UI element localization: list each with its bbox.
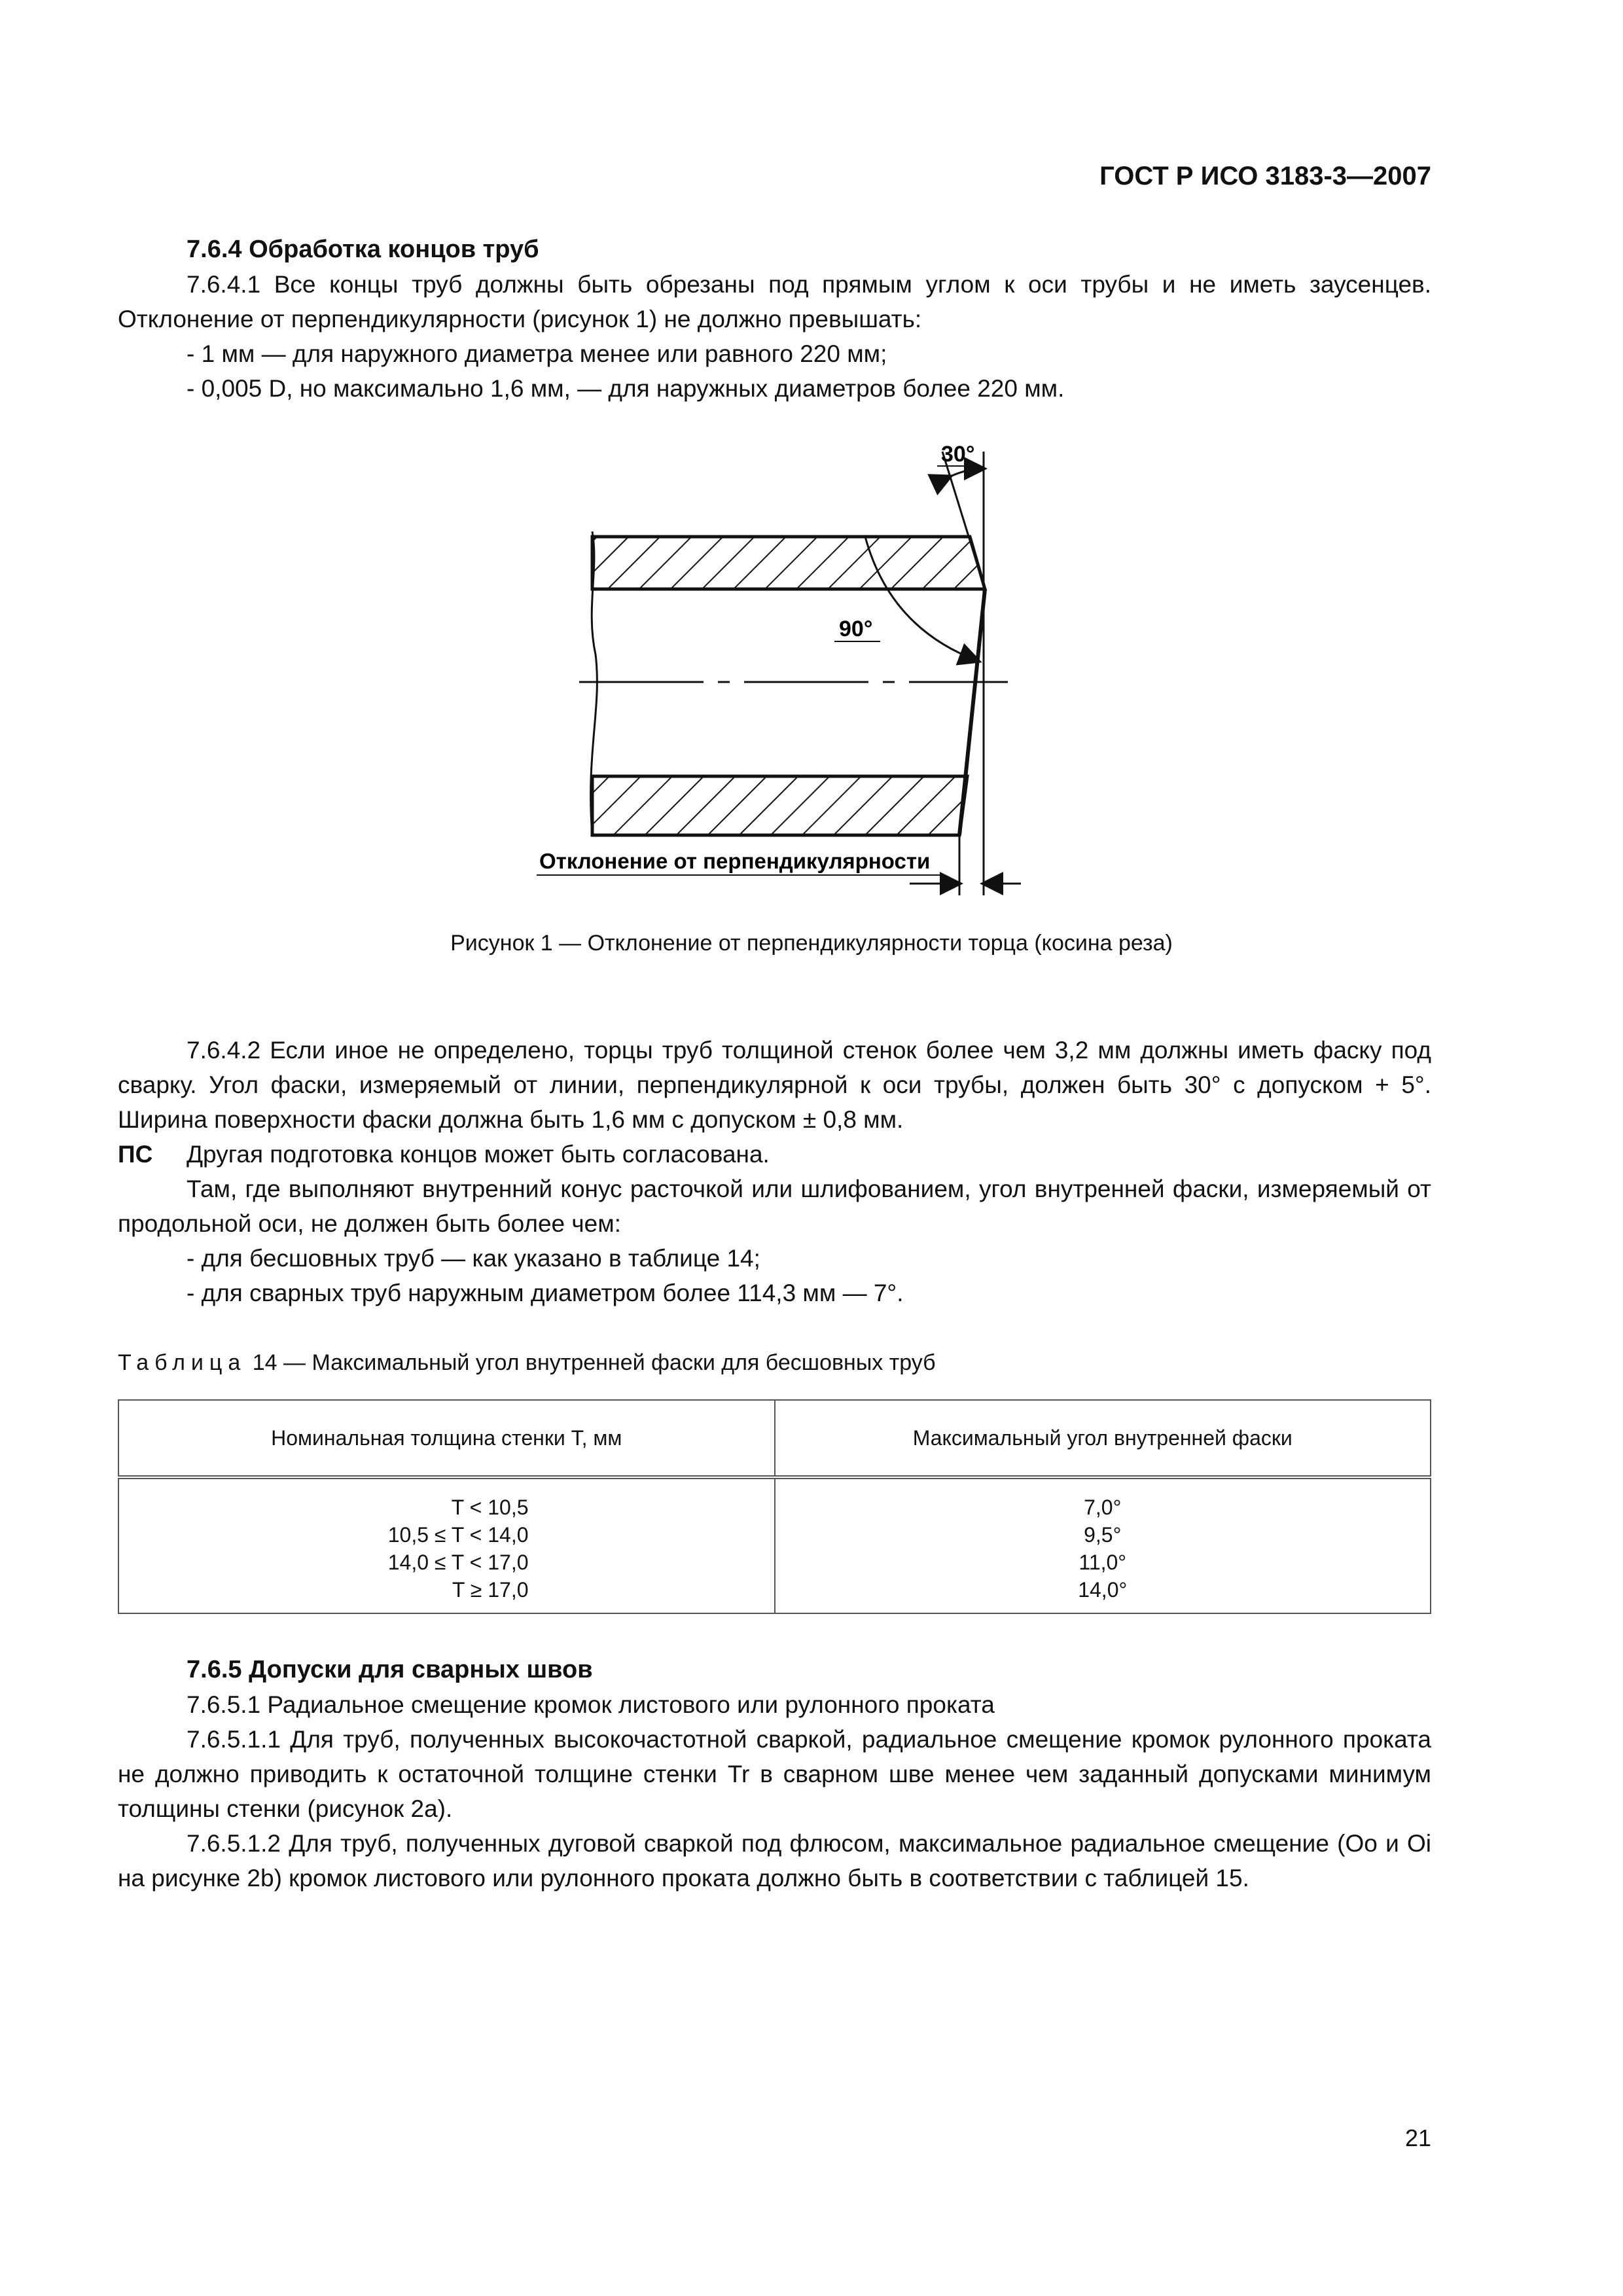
- paragraph: 7.6.5.1.1 Для труб, полученных высокочастотной сваркой, радиальное смещение кромок рулонного проката не должно приводить к остаточной толщине стенки Tr в сварном шве менее чем заданный допусками минимум толщины стенки (рисунок 2a).: [118, 1726, 1431, 1822]
- paragraph: 7.6.4.1 Все концы труб должны быть обрезаны под прямым углом к оси трубы и не иметь заусенцев. Отклонение от перпендикулярности (рисунок 1) не должно превышать:: [118, 271, 1431, 332]
- ps-label: ПС: [118, 1141, 153, 1168]
- section-heading: 7.6.4 Обработка концов труб: [187, 236, 539, 263]
- table-header: Максимальный угол внутренней фаски: [775, 1400, 1431, 1477]
- angle-90-label: 90°: [839, 617, 873, 641]
- list-item: - 0,005 D, но максимально 1,6 мм, — для наружных диаметров более 220 мм.: [187, 375, 1065, 402]
- table-cell-thickness: T < 10,5 10,5 ≤ T < 14,0 14,0 ≤ T < 17,0 T ≥ 17,0: [118, 1477, 775, 1613]
- table-cell-angle: 7,0° 9,5° 11,0° 14,0°: [775, 1477, 1431, 1613]
- paragraph: Там, где выполняют внутренний конус расточкой или шлифованием, угол внутренней фаски, измеряемый от продольной оси, не должен быть более чем:: [118, 1175, 1431, 1237]
- list-item: - для сварных труб наружным диаметром более 114,3 мм — 7°.: [187, 1280, 904, 1306]
- ps-text: Другая подготовка концов может быть согласована.: [187, 1141, 770, 1168]
- angle-30-arc: [950, 469, 984, 476]
- list-item: - для бесшовных труб — как указано в таблице 14;: [187, 1245, 760, 1272]
- page-number: 21: [1404, 2125, 1431, 2151]
- document-code: ГОСТ Р ИСО 3183-3—2007: [1099, 162, 1431, 190]
- table-header: Номинальная толщина стенки T, мм: [118, 1400, 775, 1477]
- section-7-6-4-2: [118, 1033, 1431, 1310]
- table-caption: Таблица 14 — Максимальный угол внутренней фаски для бесшовных труб: [118, 1350, 936, 1375]
- paragraph: 7.6.5.1 Радиальное смещение кромок листового или рулонного проката: [187, 1691, 995, 1718]
- ps-note: [118, 1137, 1431, 1172]
- figure-caption: Рисунок 1 — Отклонение от перпендикулярности торца (косина реза): [450, 931, 1173, 956]
- section-7-6-5: [118, 1653, 1431, 1895]
- angle-30-label: 30°: [941, 442, 975, 467]
- pipe-bottom-wall: [592, 776, 967, 835]
- table-14: [118, 1399, 1431, 1614]
- pipe-top-wall: [592, 537, 985, 589]
- deviation-label: Отклонение от перпендикулярности: [539, 849, 931, 873]
- list-item: - 1 мм — для наружного диаметра менее или равного 220 мм;: [187, 340, 887, 367]
- paragraph: 7.6.5.1.2 Для труб, полученных дуговой сваркой под флюсом, максимальное радиальное смещение (Oo и Oi на рисунке 2b) кромок листового или рулонного проката должно быть в соответствии с таблицей 15.: [118, 1830, 1431, 1892]
- figure-pipe-end-diagram: [0, 0, 1623, 929]
- pipe-cut-edge: [959, 589, 985, 835]
- paragraph: 7.6.4.2 Если иное не определено, торцы труб толщиной стенок более чем 3,2 мм должны иметь фаску под сварку. Угол фаски, измеряемый от линии, перпендикулярной к оси трубы, должен быть 30° с допуском + 5°. Ширина поверхности фаски должна быть 1,6 мм с допуском ± 0,8 мм.: [118, 1037, 1431, 1133]
- section-heading: 7.6.5 Допуски для сварных швов: [187, 1656, 593, 1683]
